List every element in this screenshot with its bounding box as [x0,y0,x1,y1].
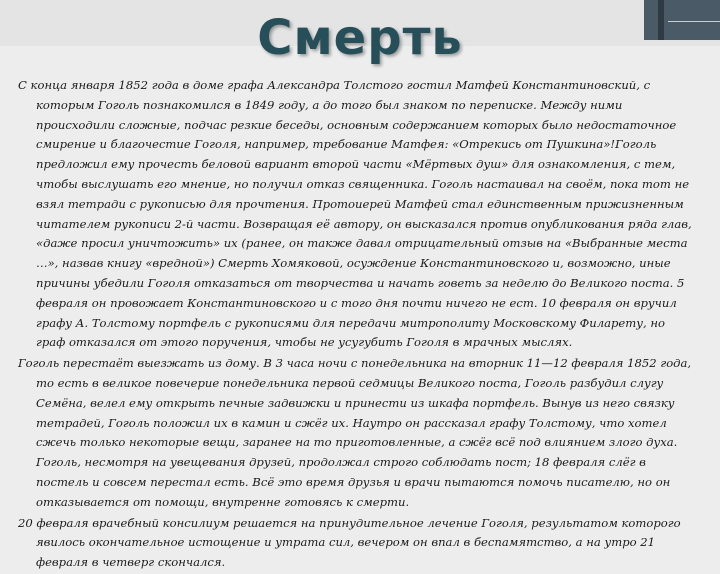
paragraph-3: 20 февраля врачебный консилиум решается на принудительное лечение Гоголя, результатом которого явилось окончательное истощение и утрата сил, вечером он впал в беспамятство, а на утро 21 февраля в четверг скончался. [18,515,681,570]
slide-body [18,76,694,574]
paragraph-2: Гоголь перестаёт выезжать из дому. В 3 часа ночи с понедельника на вторник 11—12 февраля 1852 года, то есть в великое повечерие понедельника первой седмицы Великого поста, Гоголь разбудил слугу Семёна, велел ему открыть печные задвижки и принести из шкафа портфель. Вынув из него связку тетрадей, Гоголь положил их в камин и сжёг их. Наутро он рассказал графу Толстому, что хотел сжечь только некоторые вещи, заранее на то приготовленные, а сжёг всё под влиянием злого духа. Гоголь, несмотря на увещевания друзей, продолжал строго соблюдать пост; 18 февраля слёг в постель и совсем перестал есть. Всё это время друзья и врачи пытаются помочь писателю, но он отказывается от помощи, внутренне готовясь к смерти. [18,356,692,509]
slide-title: Смерть [257,10,463,66]
paragraph-1: С конца января 1852 года в доме графа Александра Толстого гостил Матфей Константиновский, с которым Гоголь познакомился в 1849 году, а до того был знаком по переписке. Между ними происходили сложные, подчас резкие беседы, основным содержанием которых было недостаточное смирение и благочестие Гоголя, например, требование Матфея: «Отрекись от Пушкина»!Гоголь предложил ему прочесть беловой вариант второй части «Мёртвых душ» для ознакомления, с тем, чтобы выслушать его мнение, но получил отказ священника. Гоголь настаивал на своём, пока тот не взял тетради с рукописью для прочтения. Протоиерей Матфей стал единственным прижизненным читателем рукописи 2-й части. Возвращая её автору, он высказался против опубликования ряда глав, «даже просил уничтожить» их (ранее, он также давал отрицательный отзыв на «Выбранные места …», назвав книгу «вредной») Смерть Хомяковой, осуждение Константиновского и, возможно, иные причины убедили Гоголя отказаться от творчества и начать говеть за неделю до Великого поста. 5 февраля он провожает Константиновского и с того дня почти ничего не ест. 10 февраля он вручил графу А. Толстому портфель с рукописями для передачи митрополиту Московскому Филарету, но граф отказался от этого поручения, чтобы не усугубить Гоголя в мрачных мыслях. [18,78,692,350]
